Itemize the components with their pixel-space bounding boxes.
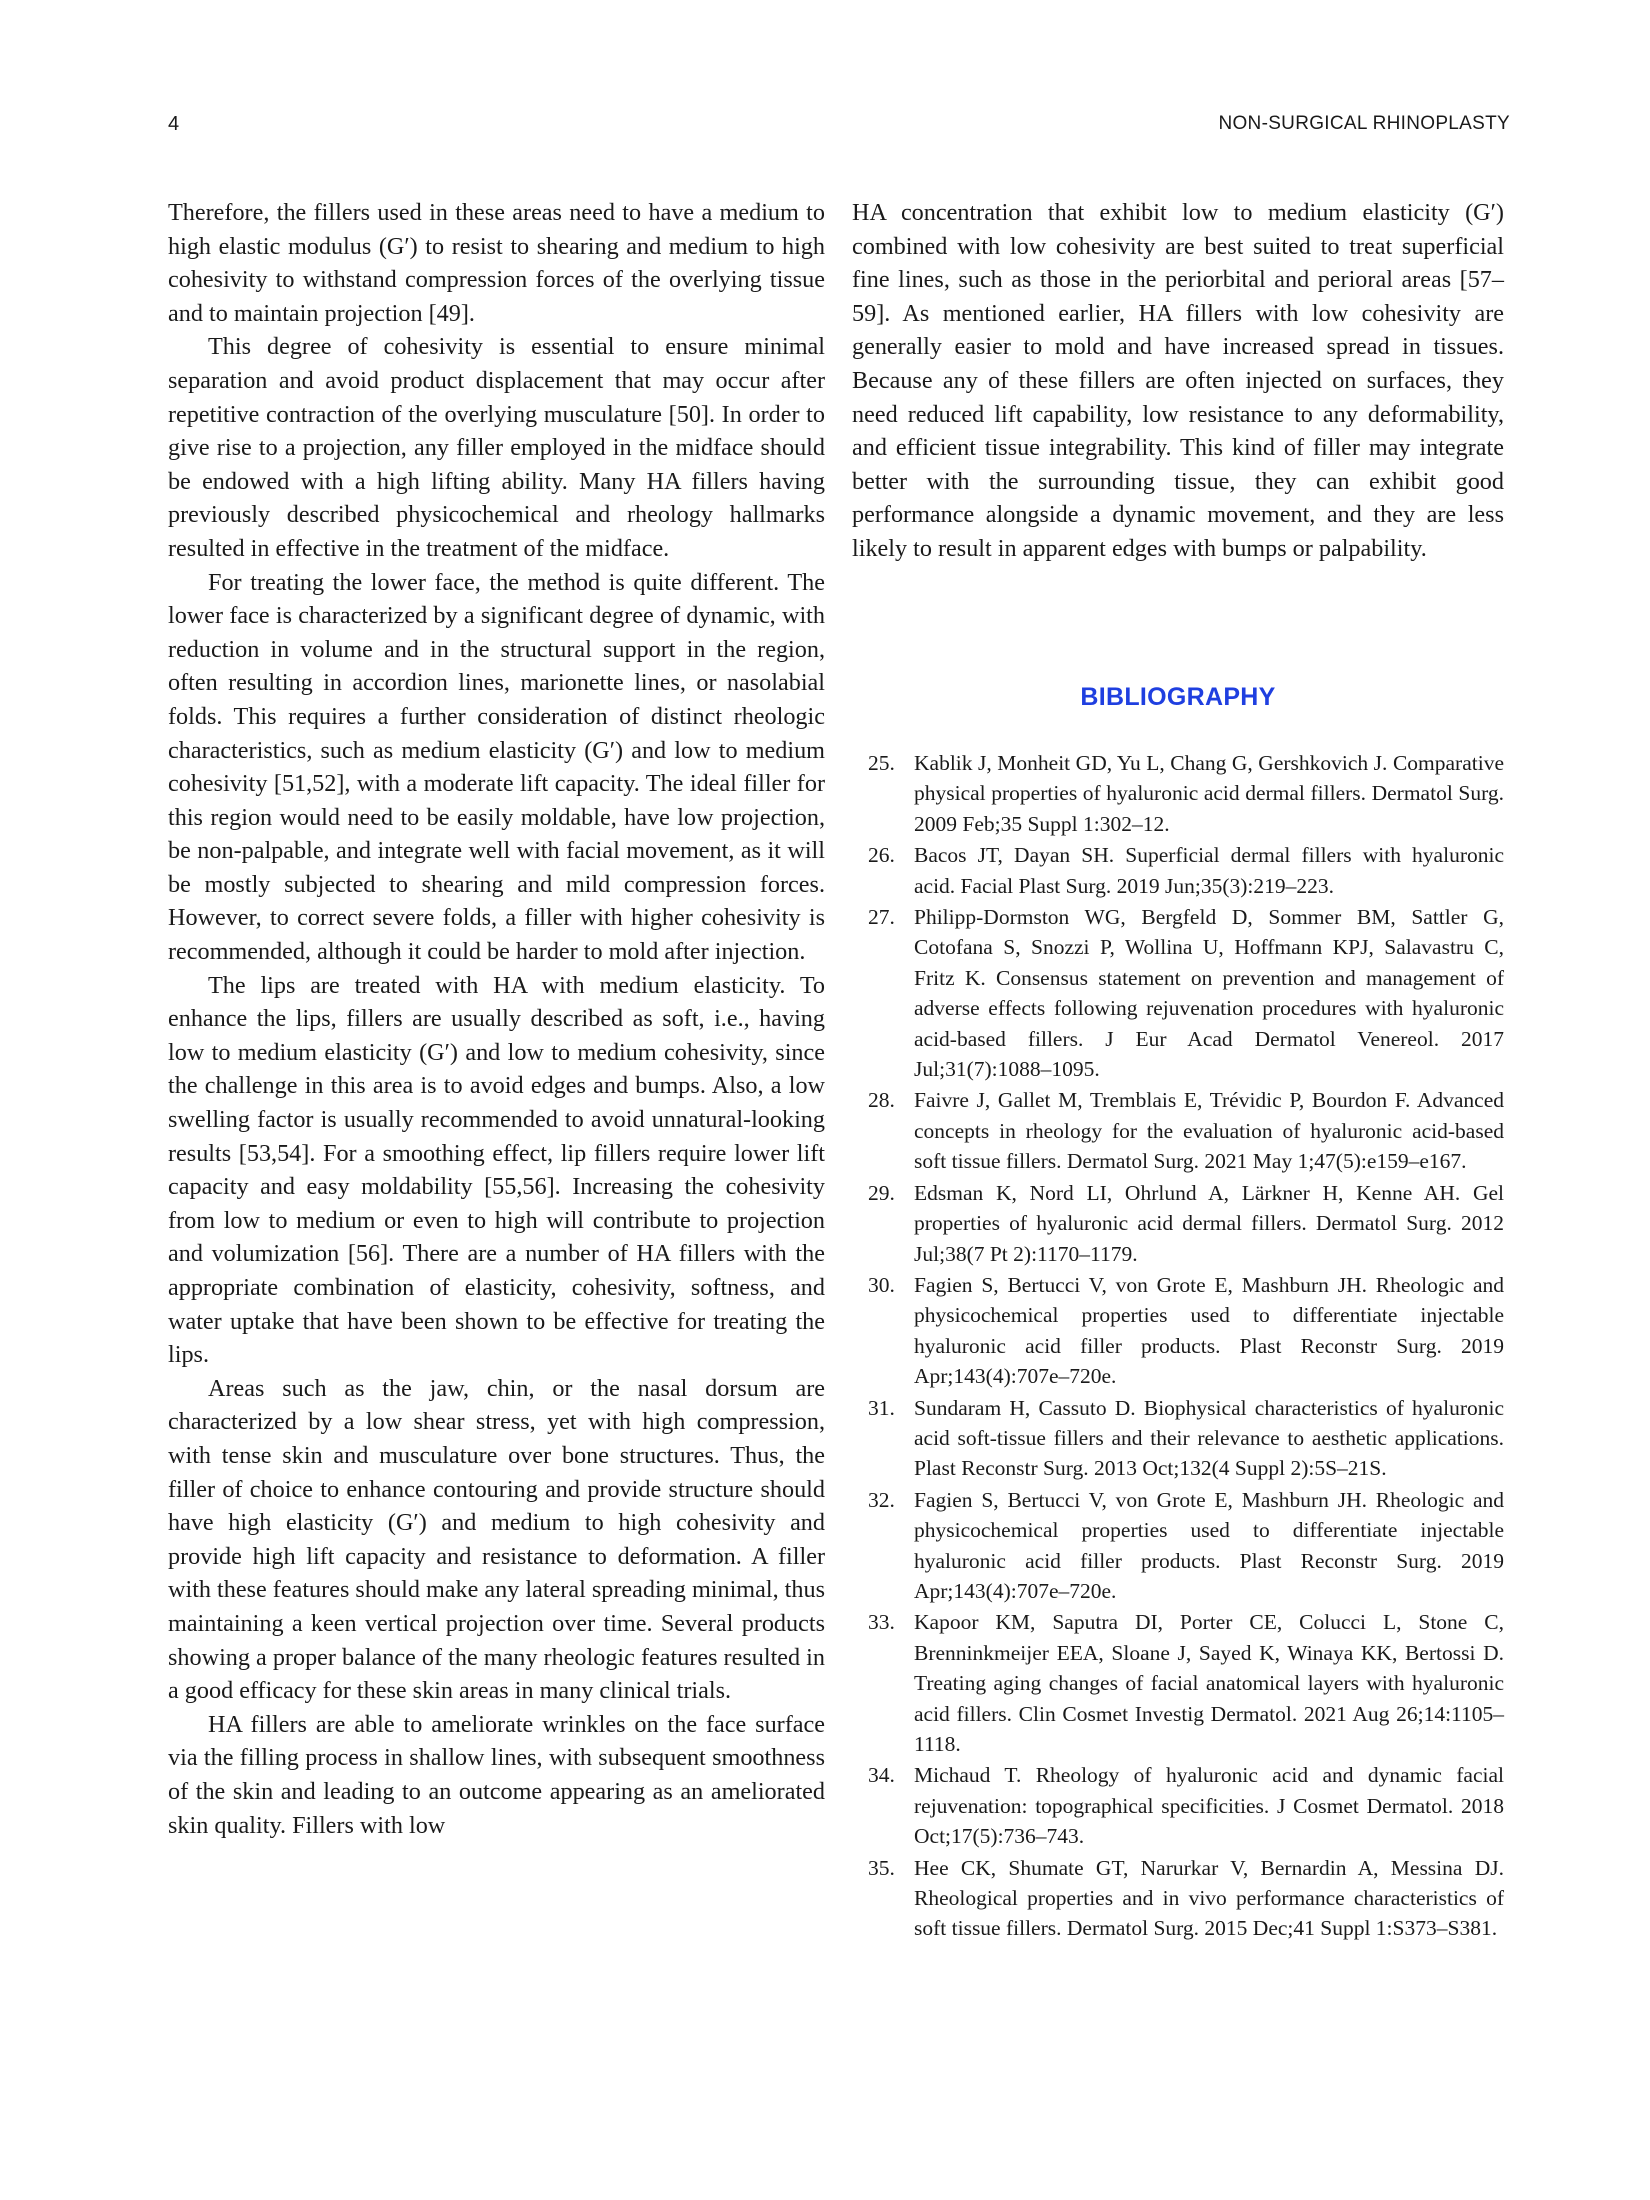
entry-number: 25.	[868, 751, 895, 775]
entry-text: Hee CK, Shumate GT, Narurkar V, Bernardin A, Messina DJ. Rheological properties and in vivo performance characteristics of soft tissue fillers. Dermatol Surg. 2015 Dec;41 Suppl 1:S373–S381.	[914, 1855, 1504, 1941]
bibliography-entry	[868, 1607, 1504, 1759]
paragraph: The lips are treated with HA with medium elasticity. To enhance the lips, fillers are usually described as soft, i.e., having low to medium elasticity (G′) and low to medium cohesivity, since the challenge in this area is to avoid edges and bumps. Also, a low swelling factor is usually recommended to avoid unnatural-looking results [53,54]. For a smoothing effect, lip fillers require lower lift capacity and easy moldability [55,56]. Increasing the cohesivity from low to medium or even to high will contribute to projection and volumization [56]. There are a number of HA fillers with the appropriate combination of elasticity, cohesivity, softness, and water uptake that have been shown to be effective for treating the lips.	[168, 971, 825, 1369]
entry-text: Philipp-Dormston WG, Bergfeld D, Sommer BM, Sattler G, Cotofana S, Snozzi P, Wollina U, Hoffmann KPJ, Salavastru C, Fritz K. Consensus statement on prevention and management of adverse effects following rejuvenation procedures with hyaluronic acid-based fillers. J Eur Acad Dermatol Venereol. 2017 Jul;31(7):1088–1095.	[914, 905, 1504, 1082]
entry-text: Faivre J, Gallet M, Tremblais E, Trévidic P, Bourdon F. Advanced concepts in rheology for the evaluation of hyaluronic acid-based soft tissue fillers. Dermatol Surg. 2021 May 1;47(5):e159–e167.	[914, 1088, 1504, 1174]
right-column	[852, 196, 1504, 566]
paragraph: Areas such as the jaw, chin, or the nasal dorsum are characterized by a low shear stress, yet with high compression, with tense skin and musculature over bone structures. Thus, the filler of choice to enhance contouring and provide structure should have high elasticity (G′) and medium to high cohesivity and provide high lift capacity and resistance to deformation. A filler with these features should make any lateral spreading minimal, thus maintaining a keen vertical projection over time. Several products showing a proper balance of the many rheologic features resulted in a good efficacy for these skin areas in many clinical trials.	[168, 1374, 825, 1705]
entry-text: Bacos JT, Dayan SH. Superficial dermal fillers with hyaluronic acid. Facial Plast Surg. 2019 Jun;35(3):219–223.	[914, 843, 1504, 898]
bibliography-entry	[868, 1485, 1504, 1607]
paragraph: Therefore, the fillers used in these areas need to have a medium to high elastic modulus (G′) to resist to shearing and medium to high cohesivity to withstand compression forces of the overlying tissue and to maintain projection [49].	[168, 199, 825, 327]
bibliography-entry	[868, 1085, 1504, 1176]
paragraph: For treating the lower face, the method is quite different. The lower face is characterized by a significant degree of dynamic, with reduction in volume and in the structural support in the region, often resulting in accordion lines, marionette lines, or nasolabial folds. This requires a further consideration of distinct rheologic characteristics, such as medium elasticity (G′) and low to medium cohesivity [51,52], with a moderate lift capacity. The ideal filler for this region would need to be easily moldable, have low projection, be non-palpable, and integrate well with facial movement, as it will be mostly subjected to shearing and mild compression forces. However, to correct severe folds, a filler with higher cohesivity is recommended, although it could be harder to mold after injection.	[168, 568, 825, 966]
page-number: 4	[168, 113, 180, 135]
entry-number: 26.	[868, 843, 895, 868]
entry-text: Kapoor KM, Saputra DI, Porter CE, Colucci L, Stone C, Brenninkmeijer EEA, Sloane J, Sayed K, Winaya KK, Bertossi D. Treating aging changes of facial anatomical layers with hyaluronic acid fillers. Clin Cosmet Investig Dermatol. 2021 Aug 26;14:1105–1118.	[914, 1610, 1504, 1756]
entry-text: Sundaram H, Cassuto D. Biophysical characteristics of hyaluronic acid soft-tissue fillers and their relevance to aesthetic applications. Plast Reconstr Surg. 2013 Oct;132(4 Suppl 2):5S–21S.	[914, 1395, 1504, 1481]
entry-text: Kablik J, Monheit GD, Yu L, Chang G, Gershkovich J. Comparative physical properties of hyaluronic acid dermal fillers. Dermatol Surg. 2009 Feb;35 Suppl 1:302–12.	[914, 751, 1504, 836]
left-column	[168, 196, 825, 1842]
paragraph: HA fillers are able to ameliorate wrinkles on the face surface via the filling process in shallow lines, with subsequent smoothness of the skin and leading to an outcome appearing as an ameliorated skin quality. Fillers with low	[168, 1710, 825, 1839]
entry-number: 31.	[868, 1395, 895, 1420]
entry-number: 28.	[868, 1088, 895, 1113]
entry-number: 34.	[868, 1763, 895, 1788]
entry-number: 29.	[868, 1180, 895, 1205]
entry-number: 27.	[868, 905, 895, 930]
bibliography-list	[868, 748, 1504, 1945]
paragraph: This degree of cohesivity is essential to ensure minimal separation and avoid product displacement that may occur after repetitive contraction of the overlying musculature [50]. In order to give rise to a projection, any filler employed in the midface should be endowed with a high lifting ability. Many HA fillers having previously described physicochemical and rheology hallmarks resulted in effective in the treatment of the midface.	[168, 333, 825, 562]
running-title: NON-SURGICAL RHINOPLASTY	[1218, 113, 1510, 134]
bibliography-entry	[868, 1853, 1504, 1944]
bibliography-entry	[868, 748, 1504, 839]
entry-text: Fagien S, Bertucci V, von Grote E, Mashburn JH. Rheologic and physicochemical properties used to differentiate injectable hyaluronic acid filler products. Plast Reconstr Surg. 2019 Apr;143(4):707e–720e.	[914, 1272, 1504, 1389]
entry-number: 33.	[868, 1610, 895, 1635]
entry-text: Edsman K, Nord LI, Ohrlund A, Lärkner H, Kenne AH. Gel properties of hyaluronic acid dermal fillers. Dermatol Surg. 2012 Jul;38(7 Pt 2):1170–1179.	[914, 1180, 1504, 1266]
bibliography-entry	[868, 840, 1504, 901]
bibliography-entry	[868, 1760, 1504, 1851]
entry-number: 35.	[868, 1855, 895, 1880]
paragraph: HA concentration that exhibit low to medium elasticity (G′) combined with low cohesivity are best suited to treat superficial fine lines, such as those in the periorbital and perioral areas [57–59]. As mentioned earlier, HA fillers with low cohesivity are generally easier to mold and have increased spread in tissues. Because any of these fillers are often injected on surfaces, they need reduced lift capability, low resistance to any deformability, and efficient tissue integrability. This kind of filler may integrate better with the surrounding tissue, they can exhibit good performance alongside a dynamic movement, and they are less likely to result in apparent edges with bumps or palpability.	[852, 199, 1504, 562]
entry-number: 32.	[868, 1487, 895, 1512]
bibliography-entry	[868, 1270, 1504, 1392]
bibliography-entry	[868, 1178, 1504, 1269]
entry-number: 30.	[868, 1272, 895, 1297]
bibliography-entry	[868, 902, 1504, 1084]
bibliography-entry	[868, 1393, 1504, 1484]
bibliography-heading: BIBLIOGRAPHY	[1080, 683, 1276, 711]
entry-text: Michaud T. Rheology of hyaluronic acid and dynamic facial rejuvenation: topographical specificities. J Cosmet Dermatol. 2018 Oct;17(5):736–743.	[914, 1763, 1504, 1849]
entry-text: Fagien S, Bertucci V, von Grote E, Mashburn JH. Rheologic and physicochemical properties used to differentiate injectable hyaluronic acid filler products. Plast Reconstr Surg. 2019 Apr;143(4):707e–720e.	[914, 1487, 1504, 1603]
